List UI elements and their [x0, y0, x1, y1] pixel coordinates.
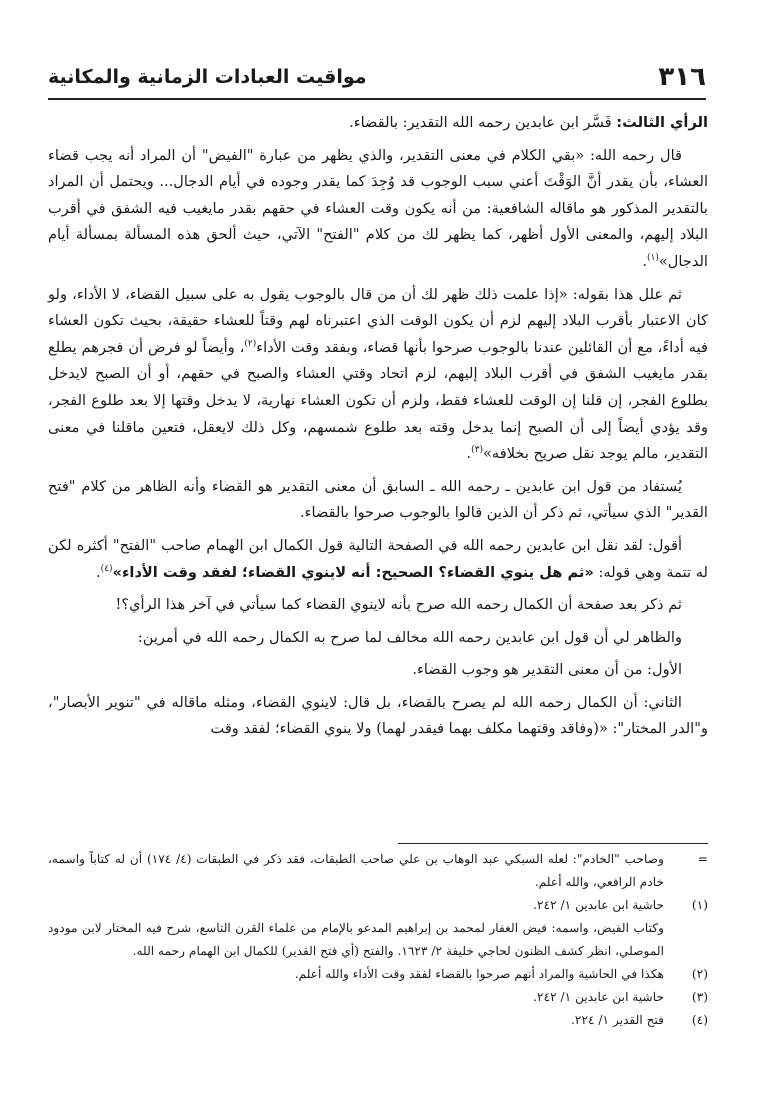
paragraph-text: يُستفاد من قول ابن عابدين ـ رحمه الله ـ السابق أن معنى التقدير هو القضاء وأنه الظاهر من كلام "فتح القدير" الذي سيأتي، ثم ذكر أن الذين قالوا بالوجوب صرحوا بالقضاء. — [48, 477, 708, 522]
paragraph-text: أقول: لقد نقل ابن عابدين رحمه الله في الصفحة التالية قول الكمال ابن الهمام صاحب "الفتح" أكثره لكن له تتمة وهي قوله: — [48, 536, 708, 581]
footnote-divider — [398, 843, 708, 844]
footnote-ref: (٣) — [471, 445, 483, 456]
paragraph-author-comment — [48, 533, 708, 586]
footnote-text: هكذا في الحاشية والمراد أنهم صرحوا بالقضاء لفقد وقت الأداء والله أعلم. — [294, 967, 664, 981]
paragraph-text: ثم ذكر بعد صفحة أن الكمال رحمه الله صرح بأنه لاينوي القضاء كما سيأتي في آخر هذا الرأي؟! — [115, 596, 682, 614]
footnote-marker — [664, 917, 708, 963]
paragraph-quote-ibn-abidin — [48, 143, 708, 276]
punctuation: . — [96, 563, 101, 581]
footnote-text: وكتاب الفيض، واسمه: فيض الغفار لمحمد بن إبراهيم المدعو بالإمام من علماء القرن التاسع، شرح فيه المختار لابن مودود الموصلي، انظر كشف الظنون لحاجي خليفة ٢/ ١٦٢٣. والفتح (أي فتح القدير) للكمال ابن الهمام رحمه الله. — [48, 921, 664, 958]
paragraph-text: ثم علل هذا بقوله: «إذا علمت ذلك ظهر لك أن من قال بالوجوب يقول به على سبيل القضاء، لا الأداء، ولو كان الاعتبار بأقرب البلاد إليهم لزم أن يكون الوقت الذي اعتبرناه لهم وقتاً للعشاء حقيقة، بحيث تكون العشاء فيه أداءً، مع أن القائلين عندنا بالوجوب صرحوا بأنها قضاء، وبفقد وقت الأداء — [48, 285, 708, 356]
paragraph-text: الثاني: أن الكمال رحمه الله لم يصرح بالقضاء، بل قال: لاينوي القضاء، ومثله ماقاله في "تنوير الأبصار"، و"الدر المختار": «(وفاقد وقتهما مكلف بهما فيقدر لهما) ولا ينوي القضاء؛ لفقد وقت — [48, 693, 708, 738]
paragraph-conclusion — [48, 474, 708, 527]
footnote-item — [48, 963, 708, 986]
footnote-text: فتح القدير ١/ ٢٢٤. — [571, 1013, 664, 1027]
footnote-marker: (١) — [691, 898, 708, 912]
page-header — [48, 58, 706, 100]
paragraph-text: والظاهر لي أن قول ابن عابدين رحمه الله مخالف لما صرح به الكمال رحمه الله في أمرين: — [137, 628, 682, 646]
footnote-text: حاشية ابن عابدين ١/ ٢٤٢. — [533, 898, 664, 912]
footnote-item — [48, 1009, 708, 1032]
footnote-ref: (٤) — [100, 563, 113, 574]
paragraph-first-point — [48, 657, 708, 684]
footnotes — [48, 848, 708, 1032]
section-lead: الرأي الثالث: — [616, 114, 708, 131]
footnote-text: وصاحب "الخادم": لعله السبكي عبد الوهاب بن علي صاحب الطبقات، فقد ذكر في الطبقات (٤/ ١٧٤) أن له كتاباً واسمه، خادم الرافعي، والله أعلم. — [48, 852, 664, 889]
bold-quote: «ثم هل ينوي القضاء؟ الصحيح: أنه لاينوي القضاء؛ لفقد وقت الأداء» — [112, 563, 594, 581]
paragraph-opinion — [48, 625, 708, 652]
footnote-item — [48, 848, 708, 894]
paragraph-third-opinion — [48, 110, 708, 137]
page-number: ٣١٦ — [658, 62, 706, 92]
paragraph-text: قال رحمه الله: «بقي الكلام في معنى التقدير، والذي يظهر من عبارة "الفيض" أن المراد أنه يجب قضاء العشاء، بأن يقدر أنَّ الوَقْتَ أعني سبب الوجوب قد وُجِدَ كما يقدر وجوده في أيام الدجال... ويحتمل أن المراد بالتقدير المذكور هو ماقاله الشافعية: من أنه يكون وقت العشاء في حقهم بقدر مايغيب فيه الشفق في أقرب البلاد إليهم، والمعنى الأول أظهر، كما يظهر لك من كلام "الفتح" الآتي، حيث ألحق هذه المسألة بمسألة أيام الدجال» — [48, 146, 708, 270]
footnote-ref: (١) — [646, 253, 659, 264]
footnote-text: حاشية ابن عابدين ١/ ٢٤٢. — [533, 990, 664, 1004]
footnote-item — [48, 986, 708, 1009]
paragraph-text: الأول: من أن معنى التقدير هو وجوب القضاء. — [412, 661, 682, 679]
paragraph-remark — [48, 592, 708, 619]
paragraph-reasoning — [48, 282, 708, 468]
paragraph-second-point — [48, 690, 708, 743]
punctuation: . — [466, 445, 472, 463]
footnote-marker: (٣) — [691, 990, 708, 1004]
footnote-marker: (٢) — [691, 967, 708, 981]
footnote-ref: (٢) — [244, 338, 257, 349]
footnote-item — [48, 894, 708, 917]
paragraph-text: ، وأيضاً لو فرض أن فجرهم يطلع بقدر مايغيب الشفق في أقرب البلاد إليهم، لزم اتحاد وقتي العشاء والصبح في حقهم، أو أن الصبح لايدخل بطلوع الفجر، إن قلنا إن الوقت للعشاء فقط، ولزم أن تكون العشاء نهارية، لا يدخل وقتها إلا بعد طلوع الفجر، وقد يؤدي أيضاً إلى أن الصبح إنما يدخل وقته بعد طلوع شمسهم، وكل ذلك لايعقل، فتعين ماقلنا في معنى التقدير، مالم يوجد نقل صريح بخلافه» — [48, 338, 709, 463]
punctuation: . — [642, 252, 647, 270]
main-text — [48, 110, 708, 749]
footnote-item — [48, 917, 708, 963]
paragraph-text: فَسَّر ابن عابدين رحمه الله التقدير: بالقضاء. — [349, 114, 612, 131]
running-title: مواقيت العبادات الزمانية والمكانية — [48, 66, 367, 88]
footnote-marker: (٤) — [691, 1013, 708, 1027]
footnote-marker: = — [697, 852, 708, 866]
